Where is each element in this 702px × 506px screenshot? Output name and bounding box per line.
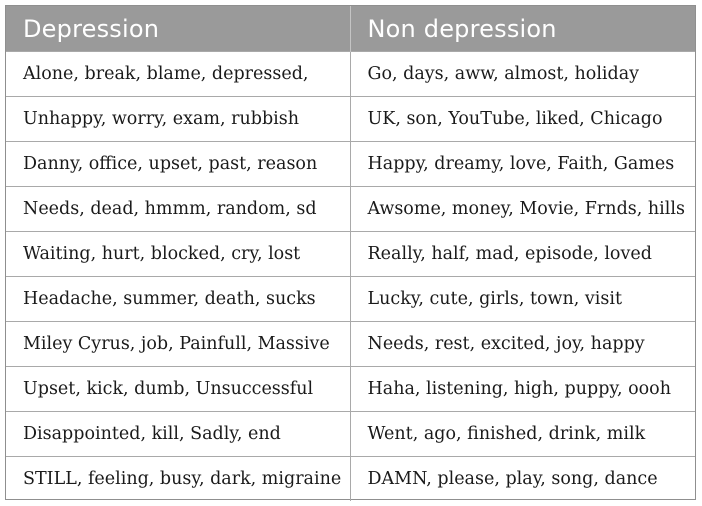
table-row xyxy=(6,232,695,277)
table-row xyxy=(6,322,695,367)
table-row xyxy=(6,457,695,502)
cell-non-depression: Needs, rest, excited, joy, happy xyxy=(350,322,695,367)
header-row xyxy=(6,6,695,52)
table-row xyxy=(6,97,695,142)
cell-depression: Danny, office, upset, past, reason xyxy=(6,142,350,187)
table-row xyxy=(6,412,695,457)
table-row xyxy=(6,52,695,97)
cell-non-depression: DAMN, please, play, song, dance xyxy=(350,457,695,502)
table-row xyxy=(6,142,695,187)
cell-non-depression: Really, half, mad, episode, loved xyxy=(350,232,695,277)
table-row xyxy=(6,277,695,322)
cell-depression: Waiting, hurt, blocked, cry, lost xyxy=(6,232,350,277)
cell-non-depression: Happy, dreamy, love, Faith, Games xyxy=(350,142,695,187)
table-row xyxy=(6,187,695,232)
cell-depression: Upset, kick, dumb, Unsuccessful xyxy=(6,367,350,412)
cell-non-depression: Lucky, cute, girls, town, visit xyxy=(350,277,695,322)
cell-depression: Headache, summer, death, sucks xyxy=(6,277,350,322)
cell-non-depression: UK, son, YouTube, liked, Chicago xyxy=(350,97,695,142)
cell-depression: Unhappy, worry, exam, rubbish xyxy=(6,97,350,142)
cell-depression: Alone, break, blame, depressed, xyxy=(6,52,350,97)
header-non-depression: Non depression xyxy=(350,6,695,52)
table-row xyxy=(6,367,695,412)
cell-non-depression: Go, days, aww, almost, holiday xyxy=(350,52,695,97)
header-depression: Depression xyxy=(6,6,350,52)
word-table xyxy=(6,6,695,501)
cell-non-depression: Went, ago, finished, drink, milk xyxy=(350,412,695,457)
cell-non-depression: Awsome, money, Movie, Frnds, hills xyxy=(350,187,695,232)
cell-depression: Miley Cyrus, job, Painfull, Massive xyxy=(6,322,350,367)
cell-depression: STILL, feeling, busy, dark, migraine xyxy=(6,457,350,502)
cell-depression: Needs, dead, hmmm, random, sd xyxy=(6,187,350,232)
cell-depression: Disappointed, kill, Sadly, end xyxy=(6,412,350,457)
word-table-container xyxy=(5,5,696,500)
cell-non-depression: Haha, listening, high, puppy, oooh xyxy=(350,367,695,412)
